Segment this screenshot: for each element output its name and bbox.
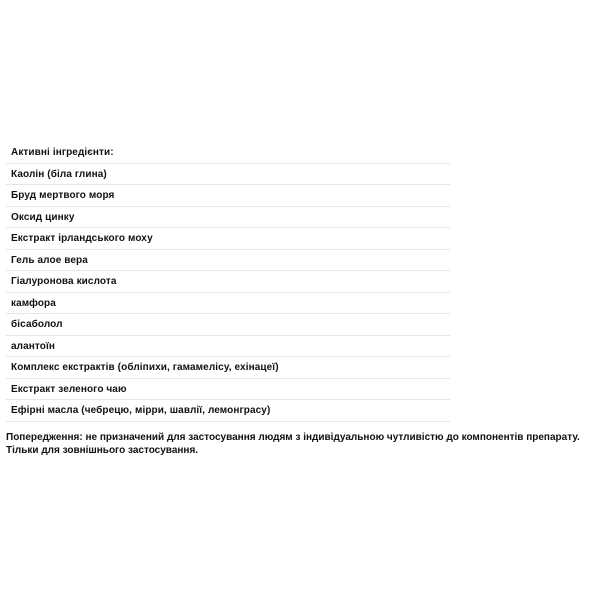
warning-text: Попередження: не призначений для застосування людям з індивідуальною чутливістю до компонентів препарату. Тільки для зовнішнього застосування. [6,432,580,456]
ingredient-row: Екстракт ірландського моху [6,228,450,250]
ingredient-row: Ефірні масла (чебрецю, мірри, шавлії, лемонграсу) [6,400,450,422]
ingredient-row: бісаболол [6,314,450,336]
ingredient-row: алантоїн [6,336,450,358]
ingredient-row: Гель алое вера [6,250,450,272]
ingredients-heading: Активні інгредієнти: [6,142,450,164]
ingredients-table [6,142,450,422]
ingredient-row: Оксид цинку [6,207,450,229]
ingredient-row: Гіалуронова кислота [6,271,450,293]
ingredient-row: Екстракт зеленого чаю [6,379,450,401]
ingredient-row: Комплекс екстрактів (обліпихи, гамамелісу, ехінацеї) [6,357,450,379]
ingredient-row: камфора [6,293,450,315]
ingredient-row: Бруд мертвого моря [6,185,450,207]
ingredient-row: Каолін (біла глина) [6,164,450,186]
